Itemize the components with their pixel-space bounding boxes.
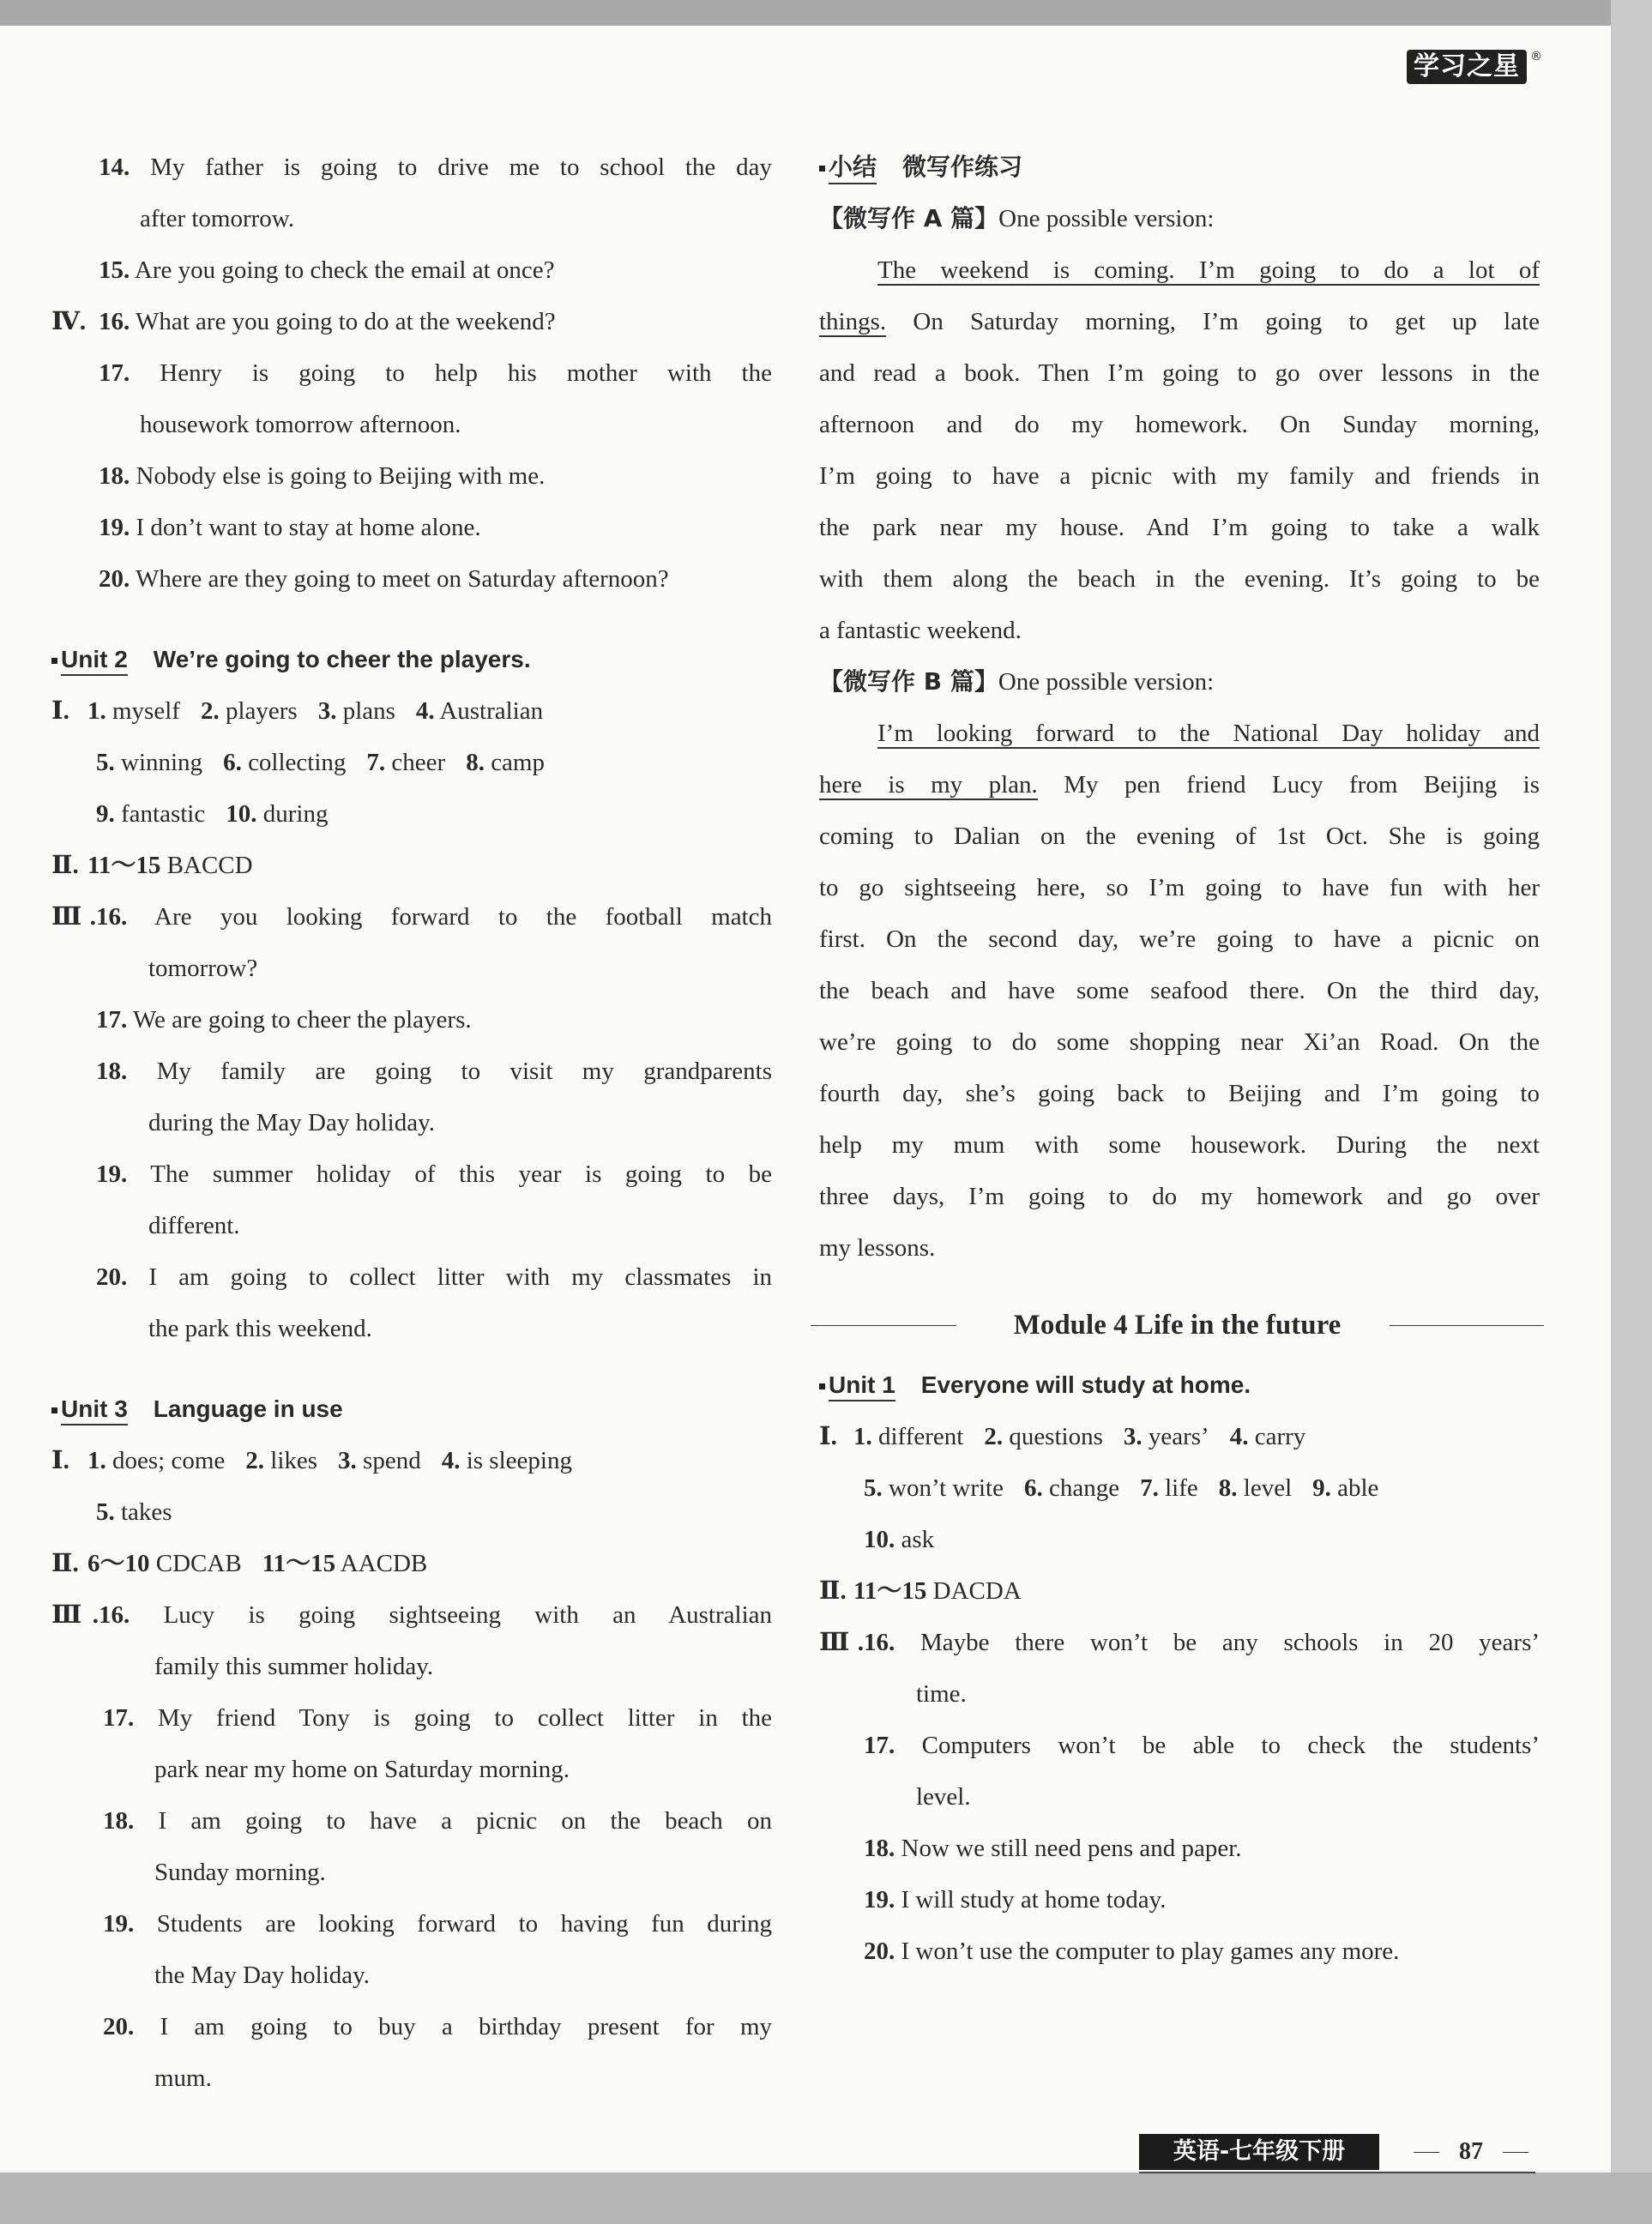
answer-line: 20. I am going to collect litter with my classmates in: [96, 1263, 772, 1291]
answer-line: 20. Where are they going to meet on Saturday afternoon?: [99, 565, 669, 593]
answer-line: time.: [916, 1680, 967, 1708]
answer-line: 20. I am going to buy a birthday present for my: [103, 2013, 772, 2040]
answer-line: the park this weekend.: [148, 1315, 372, 1342]
answer-line: 18. Now we still need pens and paper.: [864, 1835, 1242, 1862]
answer-line: 10. ask: [864, 1526, 935, 1553]
answer-line: Ⅰ. 1. does; come 2. likes 3. spend 4. is sleeping: [51, 1447, 572, 1474]
answer-line: 17. Henry is going to help his mother with the: [99, 359, 772, 387]
answer-line: Ⅲ.16. Maybe there won’t be any schools in 20 years’: [819, 1629, 1540, 1656]
answer-line: 17. We are going to cheer the players.: [96, 1006, 472, 1034]
essay-line: the park near my house. And I’m going to take a walk: [819, 514, 1540, 541]
essay-line: first. On the second day, we’re going to have a picnic on: [819, 925, 1540, 953]
essay-intro: 【微写作 A 篇】One possible version:: [819, 204, 1215, 232]
subject-tag: 英语-七年级下册: [1139, 2134, 1379, 2170]
registered-mark: ®: [1530, 50, 1542, 63]
answer-line: 17. Computers won’t be able to check the students’: [864, 1732, 1540, 1759]
answer-line: housework tomorrow afternoon.: [140, 411, 461, 438]
answer-line: family this summer holiday.: [154, 1653, 434, 1680]
unit2-section: [51, 634, 772, 1354]
essay-line: I’m going to have a picnic with my family and friends in: [819, 462, 1540, 490]
essay-line: afternoon and do my homework. On Sunday morning,: [819, 411, 1540, 438]
essay-line: fourth day, she’s going back to Beijing and I’m going to: [819, 1080, 1540, 1107]
answers-top: [51, 142, 772, 296]
footer-rule: [1139, 2172, 1535, 2173]
answer-line: 18. Nobody else is going to Beijing with me.: [99, 462, 546, 490]
essay-b: [819, 656, 1540, 1274]
essay-line: here is my plan. My pen friend Lucy from Beijing is: [819, 771, 1540, 799]
unit3-section: [51, 1383, 772, 2104]
answer-line: 14. My father is going to drive me to school the day: [99, 154, 772, 181]
answer-line: Ⅲ.16. Lucy is going sightseeing with an Australian: [51, 1601, 772, 1629]
summary-heading: 小结 微写作练习: [819, 142, 1540, 193]
essay-line: a fantastic weekend.: [819, 617, 1022, 644]
answer-line: Ⅰ. 1. myself 2. players 3. plans 4. Australian: [51, 697, 544, 725]
scan-border-right: [1611, 0, 1652, 2224]
essay-line: with them along the beach in the evening. It’s going to be: [819, 565, 1540, 593]
unit2-heading: Unit 2 We’re going to cheer the players.: [51, 634, 772, 685]
answer-line: Ⅳ. 16. What are you going to do at the weekend?: [51, 308, 556, 335]
answer-line: 5. won’t write 6. change 7. life 8. level 9. able: [864, 1474, 1379, 1502]
module4-heading: Module 4 Life in the future: [811, 1291, 1544, 1359]
group-iv: [51, 296, 772, 605]
unit3-heading: Unit 3 Language in use: [51, 1383, 772, 1435]
essay-line: The weekend is coming. I’m going to do a lot of: [877, 256, 1540, 284]
right-column: [819, 142, 1540, 1977]
answer-line: 15. Are you going to check the email at once?: [99, 256, 555, 284]
answer-line: Ⅲ.16. Are you looking forward to the football match: [51, 903, 772, 931]
answer-line: tomorrow?: [148, 955, 258, 982]
essay-a: [819, 193, 1540, 656]
page-number: 87: [1407, 2134, 1535, 2170]
answer-line: 5. takes: [96, 1498, 172, 1526]
answer-line: Ⅱ. 11～15 BACCD: [51, 852, 253, 879]
answer-line: mum.: [154, 2064, 212, 2092]
answer-line: Ⅱ. 11～15 DACDA: [819, 1577, 1022, 1605]
answer-line: 18. My family are going to visit my grandparents: [96, 1058, 772, 1085]
answer-line: level.: [916, 1783, 971, 1811]
essay-line: and read a book. Then I’m going to go over lessons in the: [819, 359, 1540, 387]
answer-line: 19. I will study at home today.: [864, 1886, 1167, 1914]
module4-unit1: [819, 1359, 1540, 1977]
essay-line: things. On Saturday morning, I’m going to get up late: [819, 308, 1540, 335]
answer-line: Ⅰ. 1. different 2. questions 3. years’ 4. carry: [819, 1423, 1306, 1450]
answer-line: 9. fantastic 10. during: [96, 800, 329, 828]
answer-line: the May Day holiday.: [154, 1962, 371, 1989]
answer-line: after tomorrow.: [140, 205, 295, 232]
left-column: [51, 142, 772, 2104]
answer-line: 5. winning 6. collecting 7. cheer 8. camp: [96, 749, 545, 776]
answer-line: during the May Day holiday.: [148, 1109, 435, 1136]
answer-line: 18. I am going to have a picnic on the beach on: [103, 1807, 772, 1835]
essay-line: we’re going to do some shopping near Xi’an Road. On the: [819, 1028, 1540, 1056]
answer-line: different.: [148, 1212, 240, 1239]
answer-line: park near my home on Saturday morning.: [154, 1756, 570, 1783]
essay-line: to go sightseeing here, so I’m going to have fun with her: [819, 874, 1540, 901]
essay-intro: 【微写作 B 篇】One possible version:: [819, 667, 1215, 696]
scan-border-bottom: [0, 2173, 1652, 2224]
brand-logo: 学习之星: [1407, 50, 1527, 84]
essay-line: I’m looking forward to the National Day holiday and: [877, 720, 1540, 747]
essay-line: coming to Dalian on the evening of 1st Oct. She is going: [819, 823, 1540, 850]
essay-line: the beach and have some seafood there. On the third day,: [819, 977, 1540, 1004]
essay-line: help my mum with some housework. During the next: [819, 1131, 1540, 1159]
answer-line: 19. Students are looking forward to having fun during: [103, 1910, 772, 1938]
answer-line: 19. The summer holiday of this year is going to be: [96, 1160, 772, 1188]
answer-line: 19. I don’t want to stay at home alone.: [99, 514, 481, 541]
essay-line: three days, I’m going to do my homework and go over: [819, 1183, 1540, 1210]
answer-line: Sunday morning.: [154, 1859, 326, 1886]
answer-line: Ⅱ. 6～10 CDCAB 11～15 AACDB: [51, 1550, 428, 1577]
answer-line: 20. I won’t use the computer to play games any more.: [864, 1938, 1400, 1965]
essay-line: my lessons.: [819, 1234, 936, 1262]
answer-line: 17. My friend Tony is going to collect litter in the: [103, 1704, 772, 1732]
module4-unit1-heading: Unit 1 Everyone will study at home.: [819, 1359, 1540, 1411]
